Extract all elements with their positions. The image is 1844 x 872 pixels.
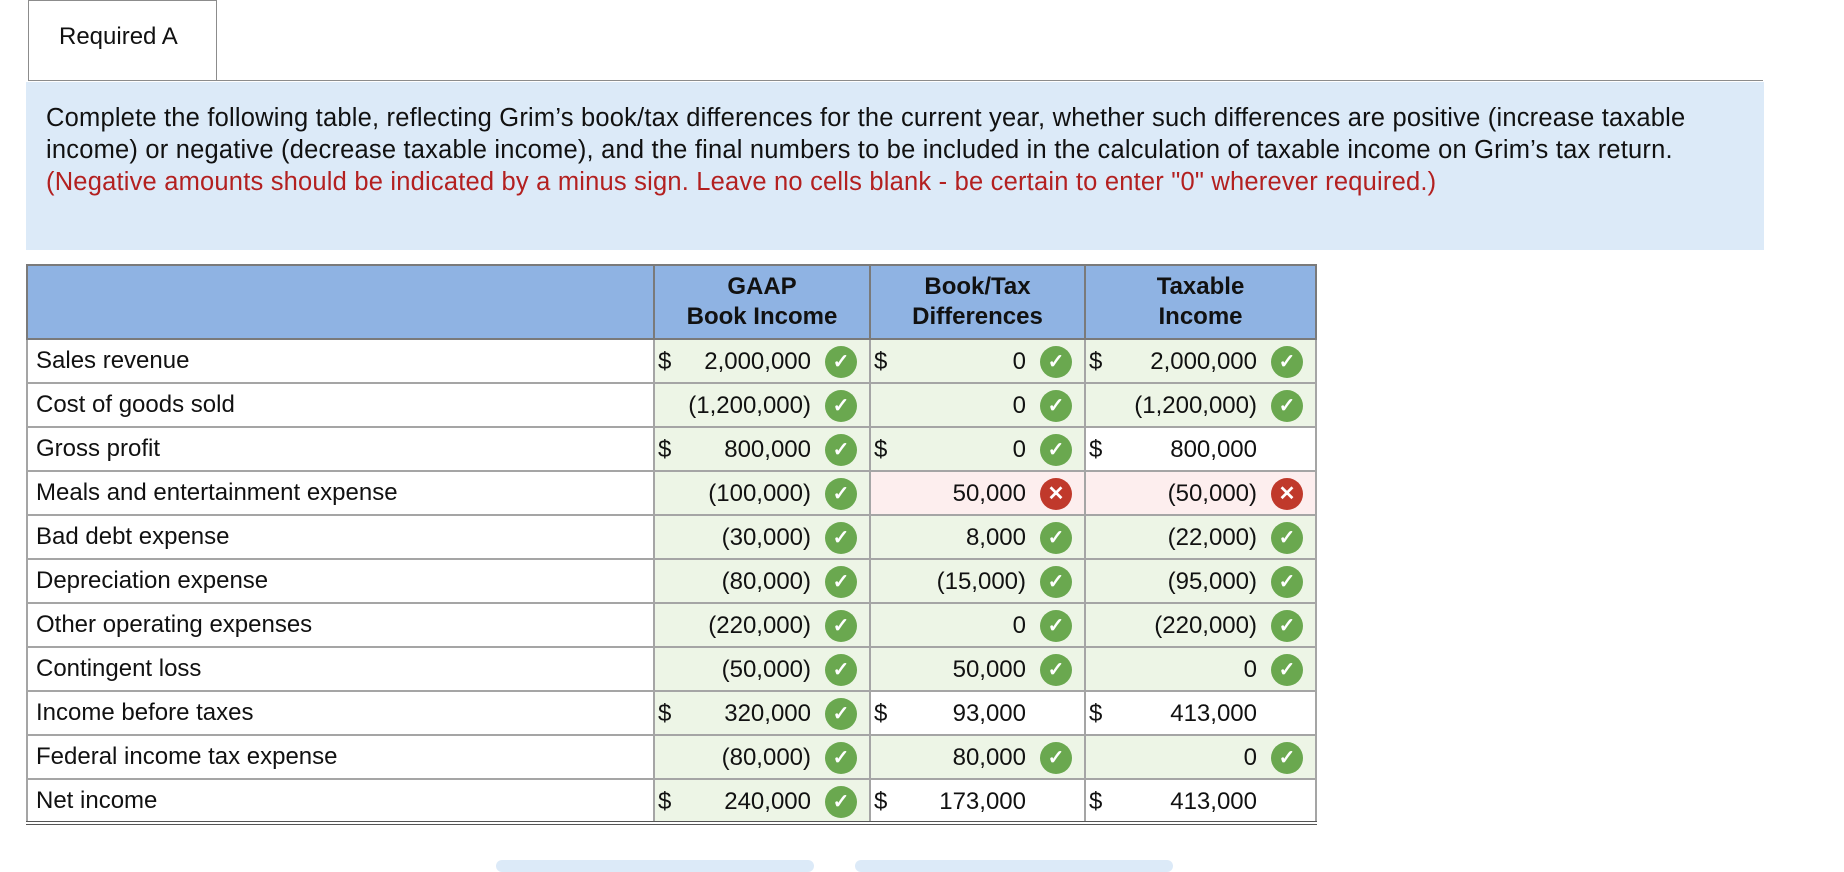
- check-icon: ✓: [825, 698, 857, 730]
- diff-cell[interactable]: [870, 559, 1085, 603]
- gaap-value: (100,000): [708, 480, 811, 507]
- tab-label: Required A: [59, 23, 178, 50]
- gaap-value: 2,000,000: [704, 348, 811, 375]
- instructions-note: (Negative amounts should be indicated by a minus sign. Leave no cells blank - be certain to enter "0" wherever required.): [46, 168, 1437, 196]
- check-icon: ✓: [825, 566, 857, 598]
- gaap-value: (80,000): [721, 568, 811, 595]
- diff-cell[interactable]: [870, 735, 1085, 779]
- gaap-cell[interactable]: [654, 647, 870, 691]
- diff-cell[interactable]: [870, 427, 1085, 471]
- header-taxable: Taxable Income: [1085, 265, 1316, 339]
- x-icon: ✕: [1040, 478, 1072, 510]
- check-icon: ✓: [1271, 610, 1303, 642]
- check-icon: ✓: [1271, 522, 1303, 554]
- check-icon: ✓: [825, 478, 857, 510]
- gaap-value: (1,200,000): [688, 392, 811, 419]
- diff-value: 93,000: [952, 700, 1026, 727]
- taxable-cell[interactable]: [1085, 647, 1316, 691]
- taxable-cell[interactable]: [1085, 383, 1316, 427]
- check-icon: ✓: [825, 654, 857, 686]
- diff-value: (15,000): [936, 568, 1026, 595]
- table-row: [27, 471, 1316, 515]
- diff-value: 0: [1012, 436, 1026, 463]
- gaap-cell[interactable]: [654, 471, 870, 515]
- gaap-value: 800,000: [724, 436, 811, 463]
- tab-divider: [28, 80, 1763, 81]
- diff-value: 50,000: [952, 656, 1026, 683]
- diff-cell: [870, 691, 1085, 735]
- diff-value: 0: [1012, 612, 1026, 639]
- table-row: [27, 779, 1316, 823]
- check-icon: ✓: [825, 434, 857, 466]
- tab-required-a[interactable]: [28, 0, 217, 80]
- taxable-cell[interactable]: [1085, 339, 1316, 383]
- diff-cell[interactable]: [870, 471, 1085, 515]
- header-gaap: GAAP Book Income: [654, 265, 870, 339]
- gaap-cell[interactable]: [654, 691, 870, 735]
- check-icon: ✓: [1040, 742, 1072, 774]
- taxable-value: (50,000): [1167, 480, 1257, 507]
- currency-symbol: $: [1089, 788, 1103, 815]
- diff-value: 0: [1012, 392, 1026, 419]
- taxable-cell: [1085, 779, 1316, 823]
- check-icon: ✓: [1040, 434, 1072, 466]
- prev-button[interactable]: [496, 860, 814, 872]
- taxable-cell[interactable]: [1085, 603, 1316, 647]
- check-icon: ✓: [1271, 346, 1303, 378]
- check-icon: ✓: [1040, 346, 1072, 378]
- gaap-cell[interactable]: [654, 779, 870, 823]
- table-row: [27, 603, 1316, 647]
- currency-symbol: $: [658, 700, 672, 727]
- taxable-value: (220,000): [1154, 612, 1257, 639]
- row-label: Other operating expenses: [27, 603, 654, 647]
- row-label: Sales revenue: [27, 339, 654, 383]
- diff-cell[interactable]: [870, 603, 1085, 647]
- taxable-cell[interactable]: [1085, 515, 1316, 559]
- diff-cell[interactable]: [870, 339, 1085, 383]
- taxable-value: 2,000,000: [1150, 348, 1257, 375]
- check-icon: ✓: [1271, 390, 1303, 422]
- diff-cell[interactable]: [870, 647, 1085, 691]
- diff-value: 0: [1012, 348, 1026, 375]
- taxable-cell: [1085, 691, 1316, 735]
- row-label: Gross profit: [27, 427, 654, 471]
- gaap-cell[interactable]: [654, 735, 870, 779]
- table-row: [27, 735, 1316, 779]
- table-row: [27, 559, 1316, 603]
- taxable-cell[interactable]: [1085, 559, 1316, 603]
- row-label: Net income: [27, 779, 654, 823]
- check-icon: ✓: [1040, 610, 1072, 642]
- gaap-cell[interactable]: [654, 559, 870, 603]
- gaap-cell[interactable]: [654, 515, 870, 559]
- check-icon: ✓: [1040, 522, 1072, 554]
- taxable-cell[interactable]: [1085, 735, 1316, 779]
- gaap-cell[interactable]: [654, 339, 870, 383]
- check-icon: ✓: [1271, 654, 1303, 686]
- row-label: Income before taxes: [27, 691, 654, 735]
- table-row: [27, 691, 1316, 735]
- diff-cell: [870, 779, 1085, 823]
- gaap-value: 240,000: [724, 788, 811, 815]
- currency-symbol: $: [874, 436, 888, 463]
- table-header-row: [27, 265, 1316, 339]
- diff-value: 173,000: [939, 788, 1026, 815]
- gaap-value: (30,000): [721, 524, 811, 551]
- check-icon: ✓: [1040, 390, 1072, 422]
- check-icon: ✓: [1271, 566, 1303, 598]
- row-label: Federal income tax expense: [27, 735, 654, 779]
- table-row: [27, 515, 1316, 559]
- currency-symbol: $: [1089, 700, 1103, 727]
- row-label: Depreciation expense: [27, 559, 654, 603]
- currency-symbol: $: [874, 788, 888, 815]
- table-row: [27, 339, 1316, 383]
- taxable-value: 800,000: [1170, 436, 1257, 463]
- taxable-value: 413,000: [1170, 788, 1257, 815]
- table-row: [27, 383, 1316, 427]
- gaap-value: (80,000): [721, 744, 811, 771]
- check-icon: ✓: [1040, 566, 1072, 598]
- check-icon: ✓: [825, 522, 857, 554]
- taxable-value: (1,200,000): [1134, 392, 1257, 419]
- check-icon: ✓: [825, 346, 857, 378]
- gaap-value: (220,000): [708, 612, 811, 639]
- taxable-cell: [1085, 427, 1316, 471]
- row-label: Meals and entertainment expense: [27, 471, 654, 515]
- check-icon: ✓: [1040, 654, 1072, 686]
- next-button[interactable]: [855, 860, 1173, 872]
- taxable-value: 0: [1243, 744, 1257, 771]
- currency-symbol: $: [658, 348, 672, 375]
- taxable-value: 0: [1243, 656, 1257, 683]
- check-icon: ✓: [825, 786, 857, 818]
- currency-symbol: $: [1089, 436, 1103, 463]
- diff-value: 8,000: [965, 524, 1026, 551]
- gaap-value: (50,000): [721, 656, 811, 683]
- header-label: [27, 265, 654, 339]
- table-row: [27, 427, 1316, 471]
- instructions-text: Complete the following table, reflecting Grim’s book/tax differences for the current year, whether such differences are positive (increase taxable income) or negative (decrease taxable income), and the final numbers to be included in the calculation of taxable income on Grim’s tax return.: [46, 104, 1686, 164]
- header-differences: Book/Tax Differences: [870, 265, 1085, 339]
- currency-symbol: $: [658, 436, 672, 463]
- check-icon: ✓: [825, 742, 857, 774]
- diff-cell[interactable]: [870, 515, 1085, 559]
- taxable-value: (22,000): [1167, 524, 1257, 551]
- x-icon: ✕: [1271, 478, 1303, 510]
- gaap-cell[interactable]: [654, 427, 870, 471]
- taxable-cell[interactable]: [1085, 471, 1316, 515]
- row-label: Contingent loss: [27, 647, 654, 691]
- check-icon: ✓: [825, 610, 857, 642]
- row-label: Bad debt expense: [27, 515, 654, 559]
- taxable-value: (95,000): [1167, 568, 1257, 595]
- book-tax-table: [26, 264, 1317, 825]
- gaap-cell[interactable]: [654, 603, 870, 647]
- currency-symbol: $: [658, 788, 672, 815]
- gaap-value: 320,000: [724, 700, 811, 727]
- currency-symbol: $: [874, 348, 888, 375]
- currency-symbol: $: [874, 700, 888, 727]
- diff-cell[interactable]: [870, 383, 1085, 427]
- diff-value: 80,000: [952, 744, 1026, 771]
- table-row: [27, 647, 1316, 691]
- check-icon: ✓: [1271, 742, 1303, 774]
- check-icon: ✓: [825, 390, 857, 422]
- row-label: Cost of goods sold: [27, 383, 654, 427]
- currency-symbol: $: [1089, 348, 1103, 375]
- taxable-value: 413,000: [1170, 700, 1257, 727]
- gaap-cell[interactable]: [654, 383, 870, 427]
- diff-value: 50,000: [952, 480, 1026, 507]
- instructions-panel: [26, 82, 1764, 250]
